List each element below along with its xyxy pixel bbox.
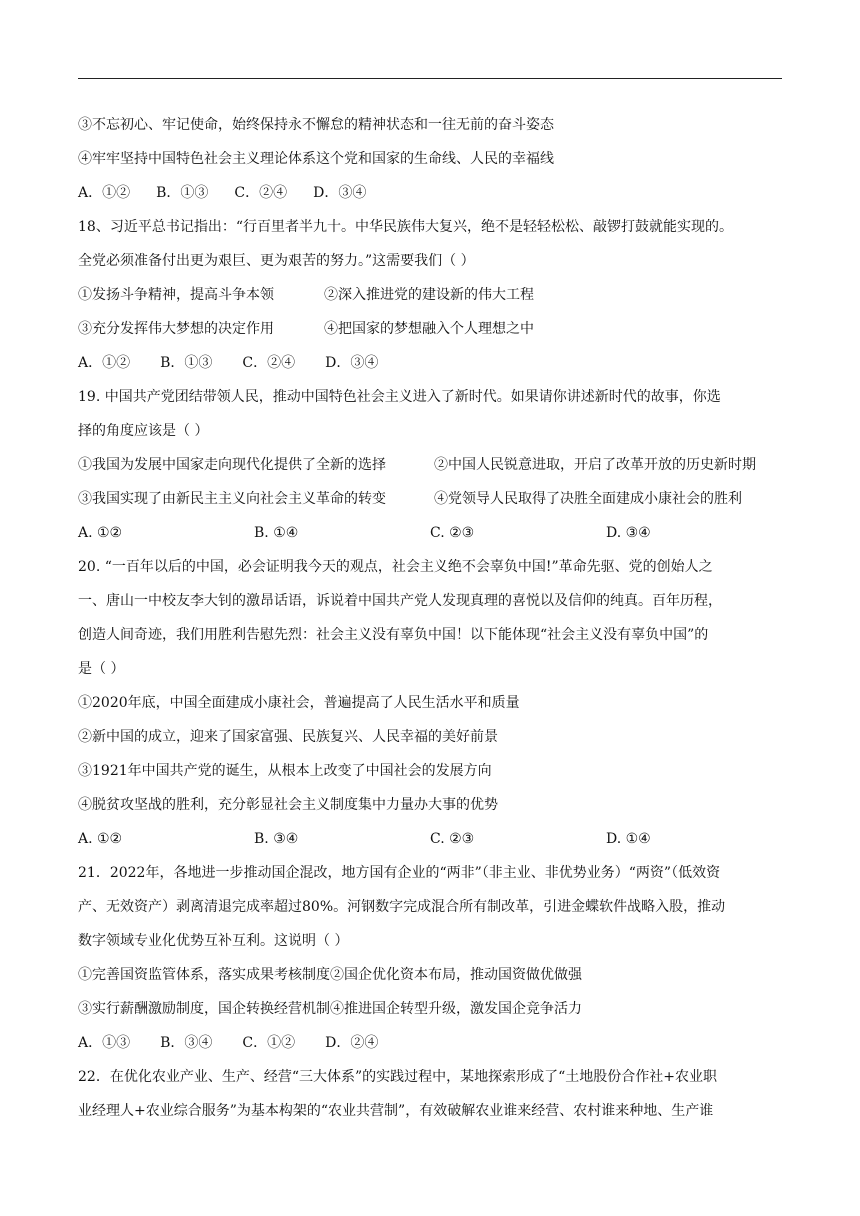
option-b: B．①③ xyxy=(160,355,213,371)
question-20-stem-cont: 是（ ） xyxy=(78,661,125,677)
option-b: B．③④ xyxy=(160,1035,213,1051)
question-22-stem: 22．在优化农业产业、生产、经营“三大体系”的实践过程中，某地探索形成了“土地股份合作社+农业职 xyxy=(78,1069,718,1085)
answer-options xyxy=(78,516,782,550)
question-19-statements xyxy=(78,448,782,482)
question-20-stem: 20. “一百年以后的中国，必会证明我今天的观点，社会主义绝不会辜负中国!”革命先驱、党的创始人之 xyxy=(78,559,713,575)
option-c: C. ②③ xyxy=(430,525,475,541)
statement-3: ③充分发挥伟大梦想的决定作用 xyxy=(78,321,274,337)
question-20-stem-cont: 一、唐山一中校友李大钊的激昂话语，诉说着中国共产党人发现真理的喜悦以及信仰的纯真。百年历程， xyxy=(78,593,722,609)
statement-4: ④牢牢坚持中国特色社会主义理论体系这个党和国家的生命线、人民的幸福线 xyxy=(78,151,554,167)
statement-4: ④把国家的梦想融入个人理想之中 xyxy=(324,321,534,337)
question-18-stem-cont: 全党必须准备付出更为艰巨、更为艰苦的努力。”这需要我们（ ） xyxy=(78,253,475,269)
question-21-stem: 21．2022年，各地进一步推动国企混改，地方国有企业的“两非”（非主业、非优势业务）“两资”（低效资 xyxy=(78,865,721,881)
statements-3-4: ③实行薪酬激励制度，国企转换经营机制④推进国企转型升级，激发国企竞争活力 xyxy=(78,1001,582,1017)
option-b: B. ①④ xyxy=(254,525,299,541)
option-d: D．③④ xyxy=(313,185,367,201)
option-b: B．①③ xyxy=(156,185,209,201)
option-c: C．②④ xyxy=(242,355,296,371)
option-b: B. ③④ xyxy=(254,831,299,847)
question-19-statements xyxy=(78,482,782,516)
statement-1: ①2020年底，中国全面建成小康社会，普遍提高了人民生活水平和质量 xyxy=(78,695,520,711)
option-c: C．①② xyxy=(242,1035,296,1051)
question-18-statements xyxy=(78,312,782,346)
statement-3: ③不忘初心、牢记使命，始终保持永不懈怠的精神状态和一往无前的奋斗姿态 xyxy=(78,117,554,133)
question-19-stem-cont: 择的角度应该是（ ） xyxy=(78,423,209,439)
exam-page xyxy=(78,108,782,1128)
question-19-stem: 19. 中国共产党团结带领人民，推动中国特色社会主义进入了新时代。如果请你讲述新时代的故事，你选 xyxy=(78,389,721,405)
option-d: D. ①④ xyxy=(606,831,651,847)
option-a: A. ①② xyxy=(78,831,123,847)
question-22-stem-cont: 业经理人+农业综合服务”为基本构架的“农业共营制”，有效破解农业谁来经营、农村谁来种地、生产谁 xyxy=(78,1103,714,1119)
question-21-stem-cont: 数字领域专业化优势互补互利。这说明（ ） xyxy=(78,933,349,949)
option-d: D. ③④ xyxy=(606,525,651,541)
question-18-stem: 18、习近平总书记指出：“行百里者半九十。中华民族伟大复兴，绝不是轻轻松松、敲锣打鼓就能实现的。 xyxy=(78,219,733,235)
answer-options xyxy=(78,1026,782,1060)
question-20-stem-cont: 创造人间奇迹，我们用胜利告慰先烈：社会主义没有辜负中国！以下能体现“社会主义没有辜负中国”的 xyxy=(78,627,709,643)
header-rule xyxy=(78,78,782,79)
statement-3: ③1921年中国共产党的诞生，从根本上改变了中国社会的发展方向 xyxy=(78,763,492,779)
answer-options xyxy=(78,822,782,856)
option-d: D．③④ xyxy=(325,355,379,371)
option-a: A．①③ xyxy=(78,1035,131,1051)
statement-4: ④党领导人民取得了决胜全面建成小康社会的胜利 xyxy=(434,491,742,507)
statement-2: ②中国人民锐意进取，开启了改革开放的历史新时期 xyxy=(434,457,756,473)
statement-3: ③我国实现了由新民主主义向社会主义革命的转变 xyxy=(78,491,386,507)
question-21-stem-cont: 产、无效资产）剥离清退完成率超过80%。河钢数字完成混合所有制改革，引进金蝶软件战略入股，推动 xyxy=(78,899,726,915)
statements-1-2: ①完善国资监管体系，落实成果考核制度②国企优化资本布局，推动国资做优做强 xyxy=(78,967,582,983)
option-c: C. ②③ xyxy=(430,831,475,847)
option-a: A．①② xyxy=(78,355,131,371)
statement-1: ①发扬斗争精神，提高斗争本领 xyxy=(78,287,274,303)
question-18-statements xyxy=(78,278,782,312)
option-c: C．②④ xyxy=(234,185,288,201)
statement-1: ①我国为发展中国家走向现代化提供了全新的选择 xyxy=(78,457,386,473)
option-d: D．②④ xyxy=(325,1035,379,1051)
statement-2: ②深入推进党的建设新的伟大工程 xyxy=(324,287,534,303)
answer-options xyxy=(78,176,782,210)
answer-options xyxy=(78,346,782,380)
option-a: A. ①② xyxy=(78,525,123,541)
option-a: A．①② xyxy=(78,185,131,201)
statement-2: ②新中国的成立，迎来了国家富强、民族复兴、人民幸福的美好前景 xyxy=(78,729,498,745)
statement-4: ④脱贫攻坚战的胜利，充分彰显社会主义制度集中力量办大事的优势 xyxy=(78,797,498,813)
